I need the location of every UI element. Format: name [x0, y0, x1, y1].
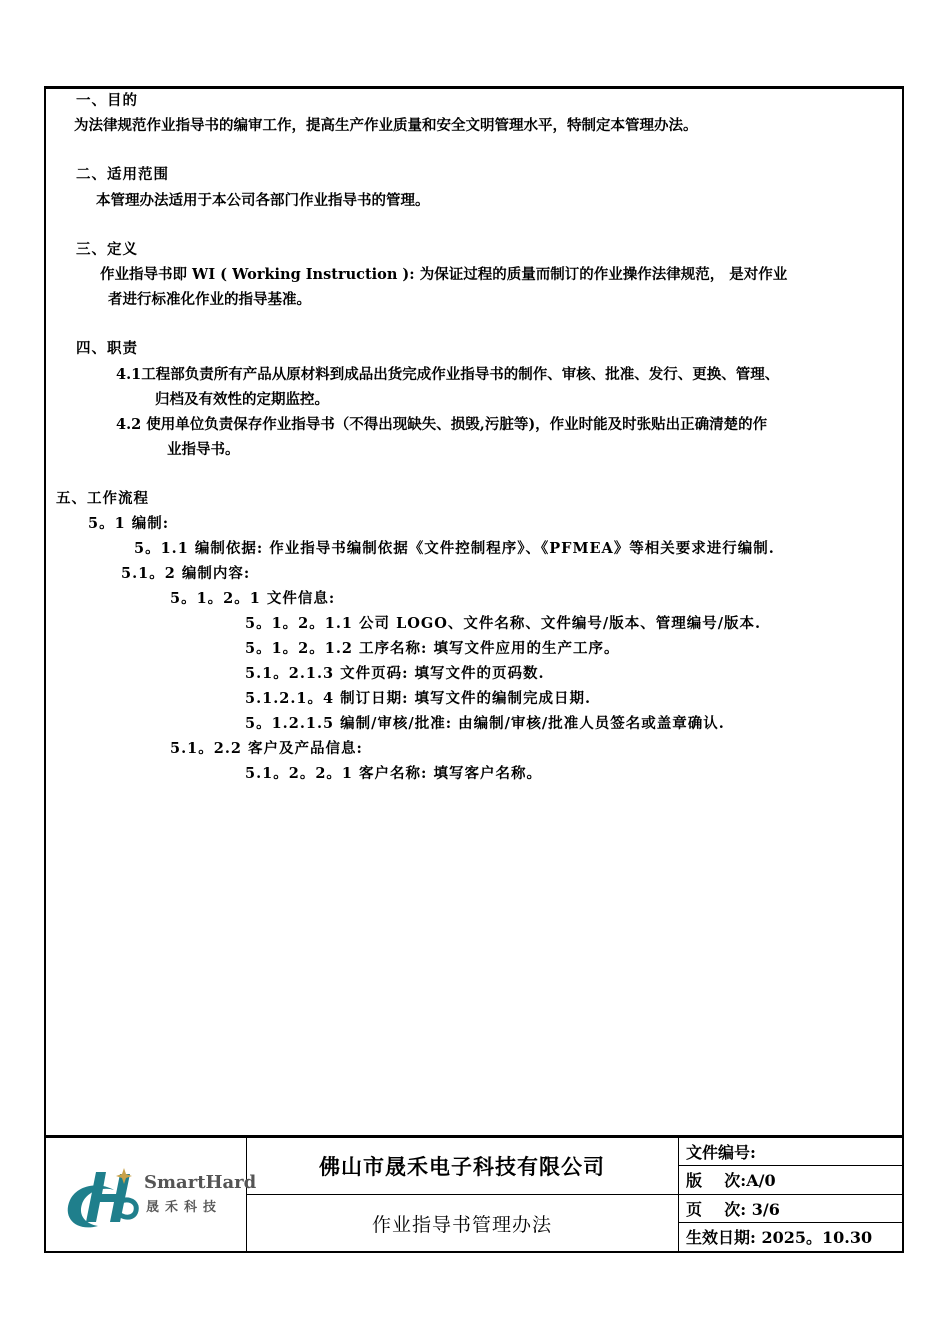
company-logo: [56, 1160, 257, 1240]
section-4-2-line-1: 4.2 使用单位负责保存作业指导书（不得出现缺失、损毁,污脏等)，作业时能及时张贴出正确清楚的作: [116, 416, 768, 433]
section-5-1-2-1-4: 5.1.2.1。4 制订日期: 填写文件的编制完成日期.: [245, 690, 592, 707]
section-5-1: 5。1 编制:: [88, 515, 170, 532]
section-1-title: 一、目的: [76, 92, 138, 109]
section-5-1-2: 5.1。2 编制内容:: [121, 565, 251, 582]
section-3-title: 三、定义: [76, 241, 138, 258]
document-title: 作业指导书管理办法: [371, 1213, 552, 1236]
section-4-1-line-2: 归档及有效性的定期监控。: [155, 391, 329, 408]
footer-title-block: [46, 1135, 902, 1251]
section-5-1-2-2-1: 5.1。2。2。1 客户名称: 填写客户名称。: [245, 765, 542, 782]
section-5-title: 五、工作流程: [56, 490, 149, 507]
section-5-1-2-1-1: 5。1。2。1.1 公司 LOGO、文件名称、文件编号/版本、管理编号/版本.: [245, 615, 762, 632]
company-name: 佛山市晟禾电子科技有限公司: [319, 1154, 605, 1179]
section-1-body: 为法律规范作业指导书的编审工作，提高生产作业质量和安全文明管理水平，特制定本管理办法。: [74, 117, 698, 134]
section-2-title: 二、适用范围: [76, 166, 169, 183]
section-3-body-line-2: 者进行标准化作业的指导基准。: [108, 291, 311, 308]
logo-cn-text: 晟禾科技: [146, 1200, 223, 1215]
version-label: 版 次:A/0: [686, 1171, 776, 1190]
section-4-1-line-1: 4.1工程部负责所有产品从原材料到成品出货完成作业指导书的制作、审核、批准、发行、更换、管理、: [116, 366, 780, 383]
page-number-label: 页 次: 3/6: [686, 1200, 780, 1219]
section-5-1-2-1: 5。1。2。1 文件信息:: [170, 590, 336, 607]
section-5-1-1: 5。1.1 编制依据: 作业指导书编制依据《文件控制程序》、《PFMEA》等相关要求进行编制.: [134, 540, 775, 557]
effective-date-label: 生效日期: 2025。10.30: [686, 1228, 873, 1247]
section-4-title: 四、职责: [76, 340, 138, 357]
section-4-2-line-2: 业指导书。: [167, 441, 240, 458]
section-5-1-2-1-3: 5.1。2.1.3 文件页码: 填写文件的页码数.: [245, 665, 545, 682]
footer-divider-meta-2: [678, 1194, 902, 1195]
section-5-1-2-2: 5.1。2.2 客户及产品信息:: [170, 740, 363, 757]
section-3-body-line-1: 作业指导书即 WI ( Working Instruction ): 为保证过程的质量而制订的作业操作法律规范， 是对作业: [100, 266, 788, 283]
logo-brand-text: SmartHard: [144, 1172, 257, 1193]
section-2-body: 本管理办法适用于本公司各部门作业指导书的管理。: [96, 192, 430, 209]
document-number-label: 文件编号:: [686, 1143, 756, 1162]
section-5-1-2-1-2: 5。1。2。1.2 工序名称: 填写文件应用的生产工序。: [245, 640, 620, 657]
section-5-1-2-1-5: 5。1.2.1.5 编制/审核/批准: 由编制/审核/批准人员签名或盖章确认.: [245, 715, 725, 732]
